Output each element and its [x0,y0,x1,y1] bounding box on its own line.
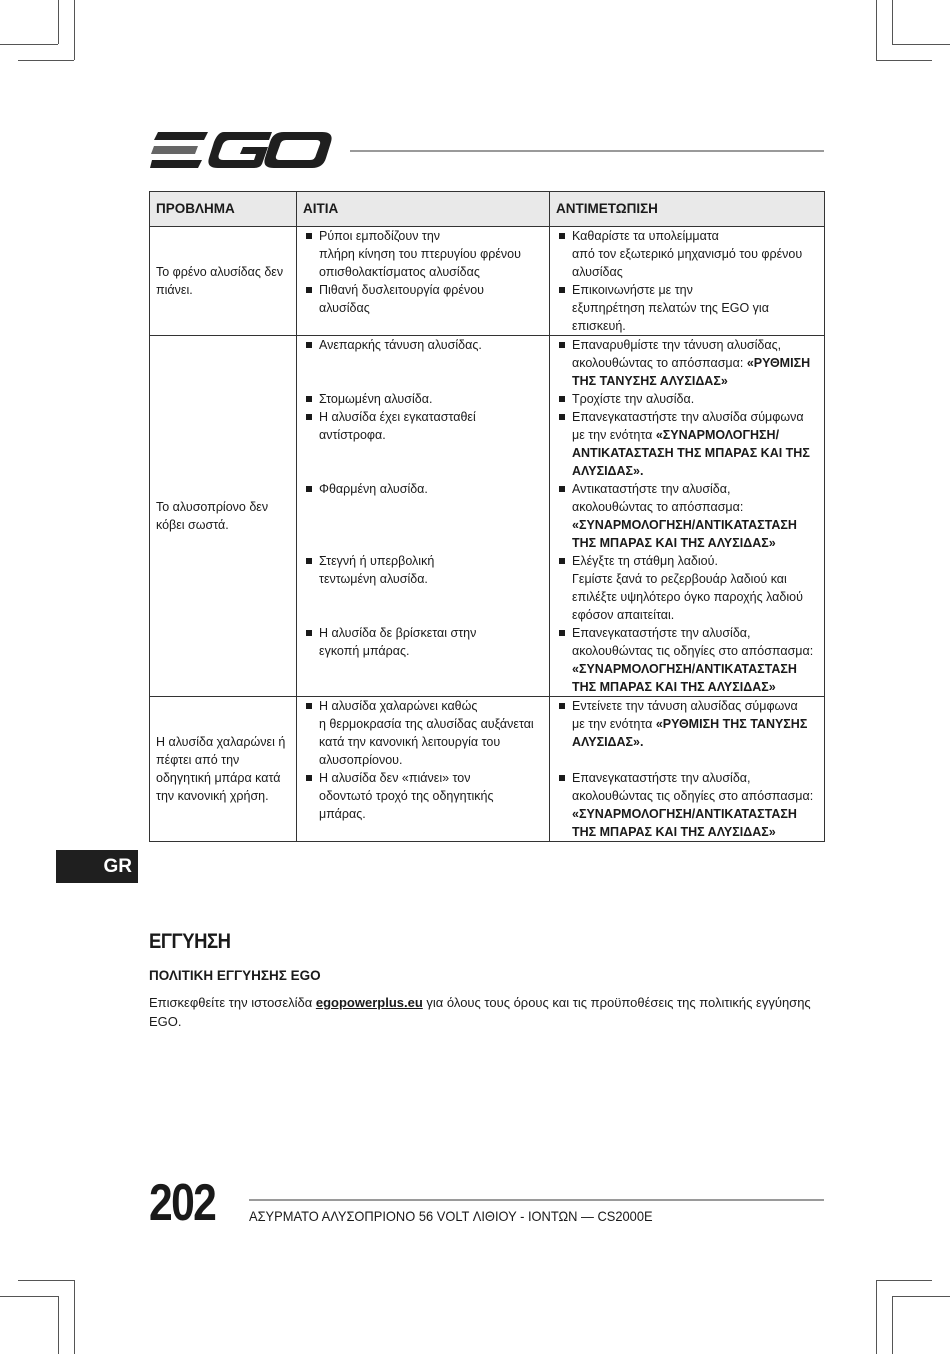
footer-rule [249,1199,824,1201]
bullet-line: Η αλυσίδα χαλαρώνει καθώς [319,699,478,713]
table-row [150,697,825,770]
table-header-row [150,192,825,227]
remedy-cell [550,552,825,624]
crop-mark [892,1296,893,1354]
cause-cell [297,769,550,842]
cause-cell [297,697,550,770]
bullet-line: επισκευή. [572,319,626,333]
crop-mark [74,1280,75,1354]
bullet-line: Η αλυσίδα έχει εγκατασταθεί [319,410,476,424]
bullet-line: ΤΗΣ ΤΑΝΥΣΗΣ ΑΛΥΣΙΔΑΣ» [572,374,728,388]
cause-cell [297,408,550,480]
crop-mark [58,1296,59,1354]
bullet-item [556,769,818,841]
remedy-cell [550,336,825,391]
bullet-item [303,480,543,498]
bullet-line: εφόσον απαιτείται. [572,608,675,622]
crop-mark [0,44,58,45]
cause-cell [297,281,550,336]
bullet-item [556,697,818,751]
remedy-cell [550,281,825,336]
remedy-cell [550,227,825,282]
warranty-text-after: για όλους τους όρους και τις προϋποθέσεις της πολιτικής εγγύησης EGO. [149,995,811,1029]
bullet-line: «ΣΥΝΑΡΜΟΛΟΓΗΣΗ/ΑΝΤΙΚΑΤΑΣΤΑΣΗ [572,662,797,676]
bullet-line: Στομωμένη αλυσίδα. [319,392,433,406]
crop-mark [876,60,932,61]
bullet-item [303,408,543,444]
bullet-line: ΑΝΤΙΚΑΤΑΣΤΑΣΗ ΤΗΣ ΜΠΑΡΑΣ ΚΑΙ ΤΗΣ [572,446,810,460]
warranty-text-before: Επισκεφθείτε την ιστοσελίδα [149,995,316,1010]
bullet-line: αντίστροφα. [319,428,386,442]
bullet-item [556,336,818,390]
cause-cell [297,552,550,624]
bullet-line: αλυσίδας [319,301,370,315]
bullet-line: Καθαρίστε τα υπολείμματα [572,229,719,243]
bullet-line: με την ενότητα «ΣΥΝΑΡΜΟΛΟΓΗΣΗ/ [572,428,780,442]
bullet-line: κατά την κανονική λειτουργία του [319,735,501,749]
problem-cell: Το αλυσοπρίονο δεν κόβει σωστά. [150,336,297,697]
warranty-subtitle: ΠΟΛΙΤΙΚΗ ΕΓΓΥΗΣΗΣ EGO [149,968,321,983]
bullet-line: Επαναρυθμίστε την τάνυση αλυσίδας, [572,338,782,352]
bullet-line: Πιθανή δυσλειτουργία φρένου [319,283,484,297]
bullet-line: οπισθολακτίσματος αλυσίδας [319,265,480,279]
crop-mark [876,1280,877,1354]
bullet-item [556,227,818,281]
cause-cell [297,336,550,391]
bullet-item [303,624,543,660]
header-cause: ΑΙΤΙΑ [297,192,550,227]
warranty-link[interactable]: egopowerplus.eu [315,995,423,1010]
bullet-line: η θερμοκρασία της αλυσίδας αυξάνεται [319,717,534,731]
remedy-cell [550,769,825,842]
bullet-line: αλυσίδας [572,265,623,279]
bullet-line: Ελέγξτε τη στάθμη λαδιού. [572,554,718,568]
bullet-line: εξυπηρέτηση πελατών της EGO για [572,301,769,315]
bullet-line: Η αλυσίδα δεν «πιάνει» τον [319,771,471,785]
bullet-line: Ανεπαρκής τάνυση αλυσίδας. [319,338,482,352]
bullet-line: ΤΗΣ ΜΠΑΡΑΣ ΚΑΙ ΤΗΣ ΑΛΥΣΙΔΑΣ» [572,825,776,839]
table-row [150,227,825,282]
header-rule [350,150,824,152]
cause-cell [297,624,550,697]
ego-logo [150,130,332,170]
bullet-line: Τροχίστε την αλυσίδα. [572,392,695,406]
bullet-item [556,390,818,408]
table-row [150,336,825,391]
bullet-line: Εντείνετε την τάνυση αλυσίδας σύμφωνα [572,699,798,713]
remedy-cell [550,390,825,408]
bullet-line: με την ενότητα «ΡΥΘΜΙΣΗ ΤΗΣ ΤΑΝΥΣΗΣ [572,717,808,731]
crop-mark [892,1296,950,1297]
bullet-line: αλυσοπρίονου. [319,753,403,767]
bullet-item [556,624,818,696]
bullet-line: Επανεγκαταστήστε την αλυσίδα σύμφωνα [572,410,804,424]
bullet-line: ΑΛΥΣΙΔΑΣ». [572,735,644,749]
crop-mark [876,1280,932,1281]
bullet-item [556,281,818,335]
bullet-line: «ΣΥΝΑΡΜΟΛΟΓΗΣΗ/ΑΝΤΙΚΑΤΑΣΤΑΣΗ [572,807,797,821]
bullet-line: Η αλυσίδα δε βρίσκεται στην [319,626,477,640]
bullet-line: από τον εξωτερικό μηχανισμό του φρένου [572,247,803,261]
header-remedy: ΑΝΤΙΜΕΤΩΠΙΣΗ [550,192,825,227]
bullet-item [556,408,818,480]
bullet-line: «ΣΥΝΑΡΜΟΛΟΓΗΣΗ/ΑΝΤΙΚΑΤΑΣΤΑΣΗ [572,518,797,532]
bullet-line: εγκοπή μπάρας. [319,644,410,658]
crop-mark [876,0,877,60]
cause-cell [297,390,550,408]
crop-mark [892,44,950,45]
problem-cell: Το φρένο αλυσίδας δεν πιάνει. [150,227,297,336]
bullet-line: Επανεγκαταστήστε την αλυσίδα, [572,771,751,785]
bullet-item [303,227,543,281]
bullet-item [303,281,543,317]
bullet-item [303,336,543,354]
remedy-cell [550,624,825,697]
bullet-line: Επανεγκαταστήστε την αλυσίδα, [572,626,751,640]
bullet-item [556,480,818,552]
crop-mark [18,1280,74,1281]
crop-mark [0,1296,58,1297]
remedy-cell [550,697,825,770]
bullet-item [303,697,543,769]
crop-mark [892,0,893,44]
bullet-line: ΤΗΣ ΜΠΑΡΑΣ ΚΑΙ ΤΗΣ ΑΛΥΣΙΔΑΣ» [572,536,776,550]
footer-text: ΑΣΥΡΜΑΤΟ ΑΛΥΣΟΠΡΙΟΝΟ 56 VOLT ΛΙΘΙΟΥ - ΙΟΝΤΩΝ — CS2000E [249,1208,653,1224]
bullet-item [303,552,543,588]
bullet-line: Αντικαταστήστε την αλυσίδα, [572,482,731,496]
crop-mark [74,0,75,60]
bullet-item [556,552,818,624]
bullet-line: ακολουθώντας το απόσπασμα: «ΡΥΘΜΙΣΗ [572,356,811,370]
crop-mark [18,60,74,61]
bullet-line: ΑΛΥΣΙΔΑΣ». [572,464,644,478]
bullet-line: ακολουθώντας τις οδηγίες στο απόσπασμα: [572,644,814,658]
bullet-line: ακολουθώντας το απόσπασμα: [572,500,744,514]
bullet-line: τεντωμένη αλυσίδα. [319,572,428,586]
language-tab: GR [56,850,138,883]
page-number: 202 [149,1174,216,1232]
bullet-line: Στεγνή ή υπερβολική [319,554,435,568]
bullet-line: Φθαρμένη αλυσίδα. [319,482,428,496]
bullet-line: οδοντωτό τροχό της οδηγητικής μπάρας. [319,789,494,821]
troubleshooting-table [149,191,825,842]
warranty-text [149,993,825,1031]
bullet-line: ακολουθώντας τις οδηγίες στο απόσπασμα: [572,789,814,803]
bullet-line: ΤΗΣ ΜΠΑΡΑΣ ΚΑΙ ΤΗΣ ΑΛΥΣΙΔΑΣ» [572,680,776,694]
warranty-title: ΕΓΓΥΗΣΗ [149,930,231,953]
bullet-line: Ρύποι εμποδίζουν την [319,229,441,243]
bullet-item [303,390,543,408]
bullet-line: πλήρη κίνηση του πτερυγίου φρένου [319,247,521,261]
bullet-item [303,769,543,823]
problem-cell: Η αλυσίδα χαλαρώνει ή πέφτει από την οδηγητική μπάρα κατά την κανονική χρήση. [150,697,297,842]
bullet-line: Γεμίστε ξανά το ρεζερβουάρ λαδιού και [572,572,787,586]
bullet-line: επιλέξτε υψηλότερο όγκο παροχής λαδιού [572,590,803,604]
remedy-cell [550,408,825,480]
cause-cell [297,480,550,552]
remedy-cell [550,480,825,552]
header-problem: ΠΡΟΒΛΗΜΑ [150,192,297,227]
bullet-line: Επικοινωνήστε με την [572,283,693,297]
cause-cell [297,227,550,282]
crop-mark [58,0,59,44]
